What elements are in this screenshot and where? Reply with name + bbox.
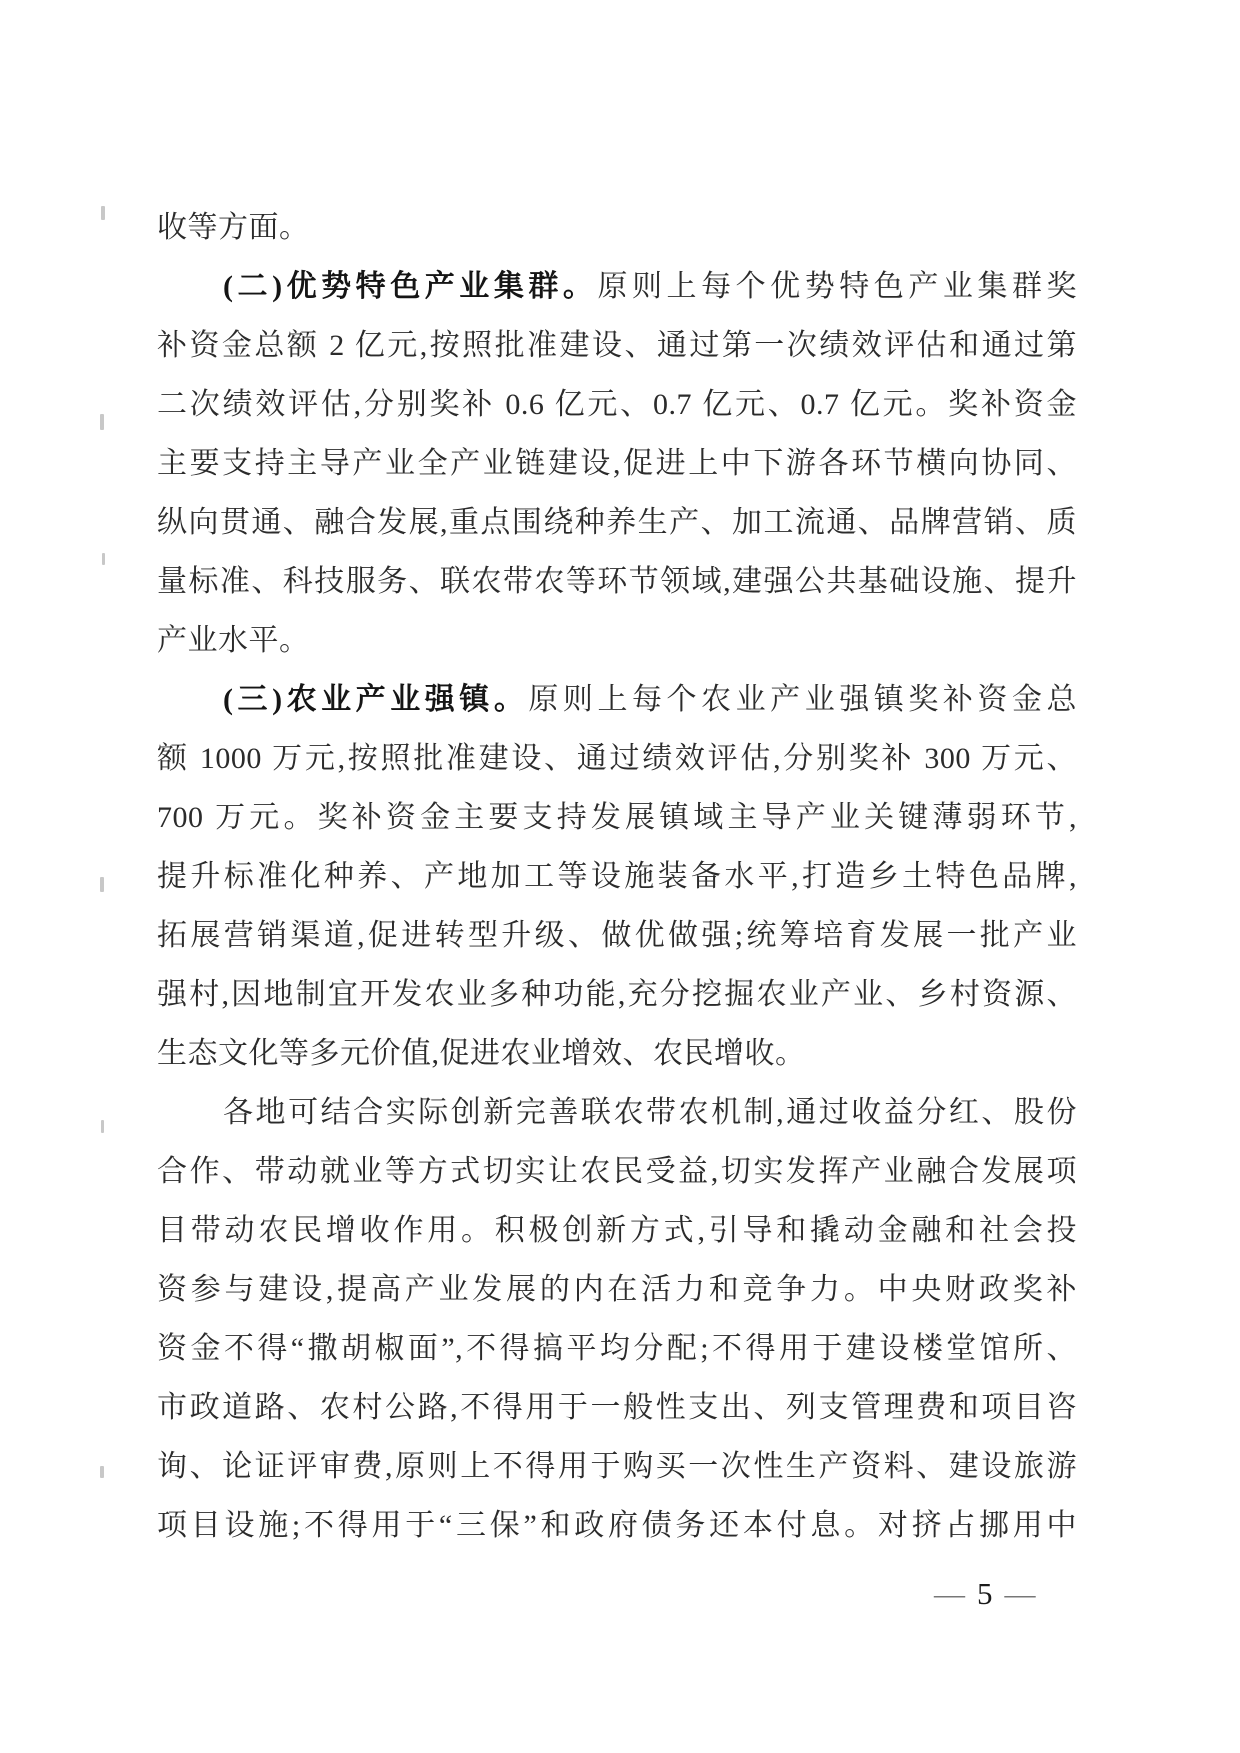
text-line	[157, 670, 1077, 729]
body-segment: 生态文化等多元价值,促进农业增效、农民增收。	[157, 1037, 806, 1070]
body-segment: 纵向贯通、融合发展,重点围绕种养生产、加工流通、品牌营销、质	[157, 506, 1077, 539]
body-segment: 产业水平。	[157, 624, 310, 657]
scan-speckle	[101, 206, 105, 220]
text-line	[157, 493, 1077, 552]
scan-speckle	[100, 877, 104, 892]
body-segment: 强村,因地制宜开发农业多种功能,充分挖掘农业产业、乡村资源、	[157, 978, 1077, 1011]
scan-speckle	[101, 1120, 104, 1133]
text-line	[157, 257, 1077, 316]
body-segment: 额 1000 万元,按照批准建设、通过绩效评估,分别奖补 300 万元、	[157, 742, 1077, 775]
text-line	[157, 1142, 1077, 1201]
body-segment: 资参与建设,提高产业发展的内在活力和竞争力。中央财政奖补	[157, 1273, 1077, 1306]
text-line	[157, 1024, 1077, 1083]
text-line	[157, 729, 1077, 788]
document-body	[157, 198, 1077, 1555]
page-number-value: 5	[977, 1576, 993, 1611]
body-segment: 收等方面。	[157, 211, 310, 244]
text-line	[157, 965, 1077, 1024]
page-number	[934, 1576, 1036, 1612]
scan-speckle	[100, 414, 104, 430]
text-line	[157, 788, 1077, 847]
text-line	[157, 611, 1077, 670]
page-number-dash-right: —	[1004, 1576, 1036, 1611]
body-segment: 询、论证评审费,原则上不得用于购买一次性生产资料、建设旅游	[157, 1450, 1077, 1483]
text-line	[157, 434, 1077, 493]
text-line	[157, 1083, 1077, 1142]
scan-speckle	[100, 1466, 104, 1478]
text-line	[157, 1201, 1077, 1260]
body-segment: 各地可结合实际创新完善联农带农机制,通过收益分红、股份	[223, 1096, 1077, 1129]
body-segment: 量标准、科技服务、联农带农等环节领域,建强公共基础设施、提升	[157, 565, 1077, 598]
text-line	[157, 1378, 1077, 1437]
heading-segment: (三)农业产业强镇。	[223, 683, 529, 716]
body-segment: 拓展营销渠道,促进转型升级、做优做强;统筹培育发展一批产业	[157, 919, 1077, 952]
body-segment: 原则上每个优势特色产业集群奖	[597, 270, 1077, 303]
text-line	[157, 906, 1077, 965]
text-line	[157, 1437, 1077, 1496]
body-segment: 合作、带动就业等方式切实让农民受益,切实发挥产业融合发展项	[157, 1155, 1077, 1188]
body-segment: 目带动农民增收作用。积极创新方式,引导和撬动金融和社会投	[157, 1214, 1077, 1247]
text-line	[157, 375, 1077, 434]
body-segment: 补资金总额 2 亿元,按照批准建设、通过第一次绩效评估和通过第	[157, 329, 1077, 362]
heading-segment: (二)优势特色产业集群。	[223, 270, 598, 303]
text-line	[157, 1319, 1077, 1378]
body-segment: 资金不得“撒胡椒面”,不得搞平均分配;不得用于建设楼堂馆所、	[157, 1332, 1077, 1365]
text-line	[157, 847, 1077, 906]
text-line	[157, 1260, 1077, 1319]
text-line	[157, 1496, 1077, 1555]
body-segment: 提升标准化种养、产地加工等设施装备水平,打造乡土特色品牌,	[157, 860, 1077, 893]
text-line	[157, 552, 1077, 611]
body-segment: 二次绩效评估,分别奖补 0.6 亿元、0.7 亿元、0.7 亿元。奖补资金	[157, 388, 1077, 421]
body-segment: 市政道路、农村公路,不得用于一般性支出、列支管理费和项目咨	[157, 1391, 1077, 1424]
text-line	[157, 198, 1077, 257]
body-segment: 原则上每个农业产业强镇奖补资金总	[528, 683, 1077, 716]
body-segment: 项目设施;不得用于“三保”和政府债务还本付息。对挤占挪用中	[157, 1509, 1077, 1542]
scan-speckle	[102, 553, 105, 565]
body-segment: 主要支持主导产业全产业链建设,促进上中下游各环节横向协同、	[157, 447, 1077, 480]
page-number-dash-left: —	[934, 1576, 965, 1611]
body-segment: 700 万元。奖补资金主要支持发展镇域主导产业关键薄弱环节,	[157, 801, 1077, 834]
text-line	[157, 316, 1077, 375]
